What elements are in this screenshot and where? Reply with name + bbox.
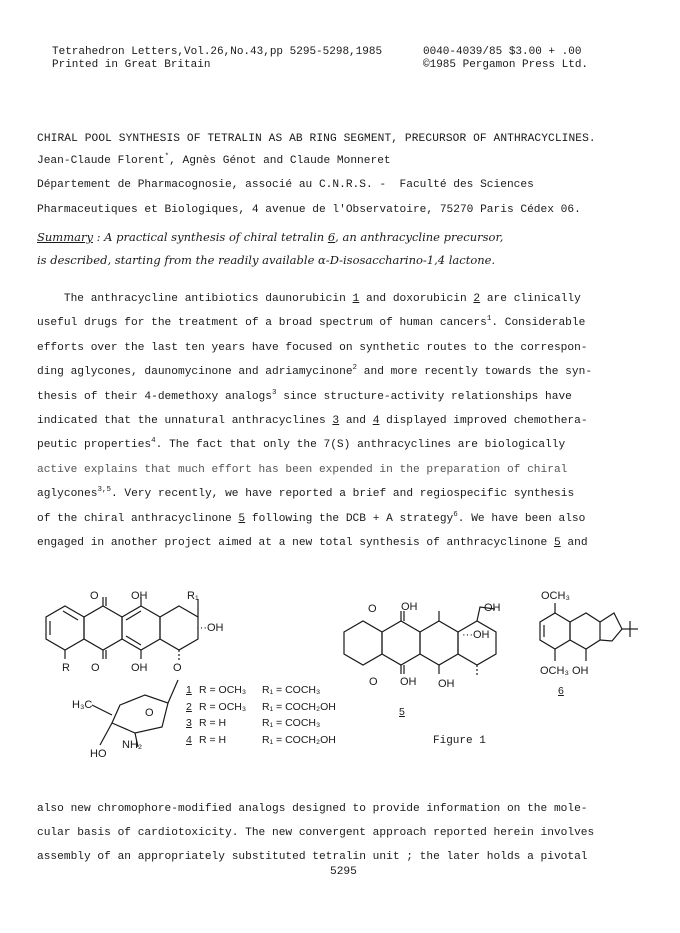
substituent-r: R = H <box>199 733 227 746</box>
atom-o-5-bottom: O <box>369 676 378 688</box>
daunosamine-ring <box>112 695 168 733</box>
citation-ref: 2 <box>352 364 358 373</box>
atom-h3c: H₃C <box>72 699 93 711</box>
substituent-r1: R₁ = COCH₃ <box>262 717 321 729</box>
compound-number: 4 <box>186 733 192 746</box>
page-number: 5295 <box>330 866 357 878</box>
paragraph-line: of the chiral anthracyclinone 5 following the DCB + A strategy$^6$. We have been also <box>37 510 586 525</box>
atom-o-glycoside: O <box>173 662 182 674</box>
journal-citation: Tetrahedron Letters,Vol.26,No.43,pp 5295-5298,1985 <box>52 46 383 58</box>
compound-number: 1 <box>186 684 192 696</box>
citation-ref: 4 <box>151 437 156 446</box>
atom-ho: HO <box>90 748 107 760</box>
affiliation-line-1: Département de Pharmacognosie, associé au C.N.R.S. - Faculté des Sciences <box>37 179 534 191</box>
substituent-r1: R₁ = COCH₂OH <box>262 700 336 713</box>
atom-och3oh-6: OCH₃ OH <box>540 665 589 677</box>
atom-oh-bottom: OH <box>131 662 148 674</box>
atom-o-top: O <box>90 590 99 602</box>
substituent-r: R = OCH₃ <box>199 700 247 713</box>
compound-ref: 1 <box>352 293 360 305</box>
paragraph-line: efforts over the last ten years have focused on synthetic routes to the correspon- <box>37 341 588 354</box>
atom-o-5-top: O <box>368 603 377 615</box>
substituent-r: R = H <box>199 717 227 729</box>
atom-oh-5-top: OH <box>401 601 418 613</box>
closing-line-2: cular basis of cardiotoxicity. The new convergent approach reported herein involves <box>37 827 595 839</box>
citation-ref: 3 <box>271 388 277 397</box>
atom-r: R <box>62 662 70 674</box>
atom-o-sugar: O <box>145 707 154 719</box>
compound-number: 3 <box>186 717 192 729</box>
compound-5-label: 5 <box>399 706 405 718</box>
closing-line-3: assembly of an appropriately substituted tetralin unit ; the later holds a pivotal <box>37 851 588 863</box>
authors: Jean-Claude Florent*, Agnès Génot and Claude Monneret <box>37 153 391 167</box>
paragraph-line: ding aglycones, daunomycinone and adriamycinone$^2$ and more recently towards the syn- <box>37 364 593 379</box>
price-code: 0040-4039/85 $3.00 + .00 <box>423 46 582 58</box>
compound-ref: 2 <box>473 293 481 305</box>
substituent-r1: R₁ = COCH₂OH <box>262 733 336 746</box>
paragraph-line: peutic properties$^4$. The fact that only the 7(S) anthracyclines are biologically <box>37 437 566 452</box>
copyright: ©1985 Pergamon Press Ltd. <box>423 59 589 71</box>
compound-ref: 5 <box>238 512 246 525</box>
atom-nh2: NH₂ <box>122 739 143 751</box>
compound-ref: 5 <box>553 537 561 549</box>
paragraph-line: engaged in another project aimed at a new total synthesis of anthracyclinone 5 and <box>37 537 588 549</box>
paragraph-line: useful drugs for the treatment of a broad spectrum of human cancers$^1$. Considerable <box>37 315 586 330</box>
printed-in: Printed in Great Britain <box>52 59 211 71</box>
paragraph-line: active explains that much effort has been expended in the preparation of chiral <box>37 463 568 476</box>
compound-number: 2 <box>186 700 192 713</box>
atom-r1: R₁ <box>187 590 199 602</box>
citation-ref: 1 <box>486 315 492 324</box>
compound-6-label: 6 <box>558 685 564 697</box>
atom-oh-top: OH <box>131 590 148 602</box>
paragraph-line: thesis of their 4-demethoxy analogs$^3$ since structure-activity relationships have <box>37 388 572 403</box>
atom-och3-6: OCH₃ <box>541 590 570 602</box>
atom-oh-5-side: OH <box>484 602 501 614</box>
atom-o-bottom: O <box>91 662 100 674</box>
paragraph-line: indicated that the unnatural anthracyclines 3 and 4 displayed improved chemothera- <box>37 415 588 427</box>
atom-ohdash-5: ···OH <box>462 629 490 641</box>
substituent-r1: R₁ = COCH₃ <box>262 684 321 696</box>
summary-line-2: is described, starting from the readily available α-D-isosaccharino-1,4 lactone. <box>37 253 496 267</box>
summary-line-1: Summary : A practical synthesis of chiral tetralin 6, an anthracycline precursor, <box>37 230 504 244</box>
atom-oh-5-c7: OH <box>438 678 455 690</box>
compound-ref: 3 <box>332 415 340 427</box>
closing-line-1: also new chromophore-modified analogs designed to provide information on the mole- <box>37 803 588 815</box>
citation-ref: 3,5 <box>97 486 111 495</box>
substituent-r: R = OCH₃ <box>199 684 247 696</box>
paragraph-line: aglycones$^{3,5}$. Very recently, we have reported a brief and regiospecific synthesis <box>37 486 575 501</box>
compound-ref: 4 <box>372 415 380 427</box>
atom-ohdash: ···OH <box>196 622 224 634</box>
article-title: CHIRAL POOL SYNTHESIS OF TETRALIN AS AB RING SEGMENT, PRECURSOR OF ANTHRACYCLINES. <box>37 133 596 145</box>
atom-oh-5-bottom: OH <box>400 676 417 688</box>
figure-caption: Figure 1 <box>433 735 486 747</box>
citation-ref: 6 <box>453 510 458 519</box>
paragraph-line: The anthracycline antibiotics daunorubicin 1 and doxorubicin 2 are clinically <box>37 293 581 305</box>
affiliation-line-2: Pharmaceutiques et Biologiques, 4 avenue de l'Observatoire, 75270 Paris Cédex 06. <box>37 204 581 216</box>
